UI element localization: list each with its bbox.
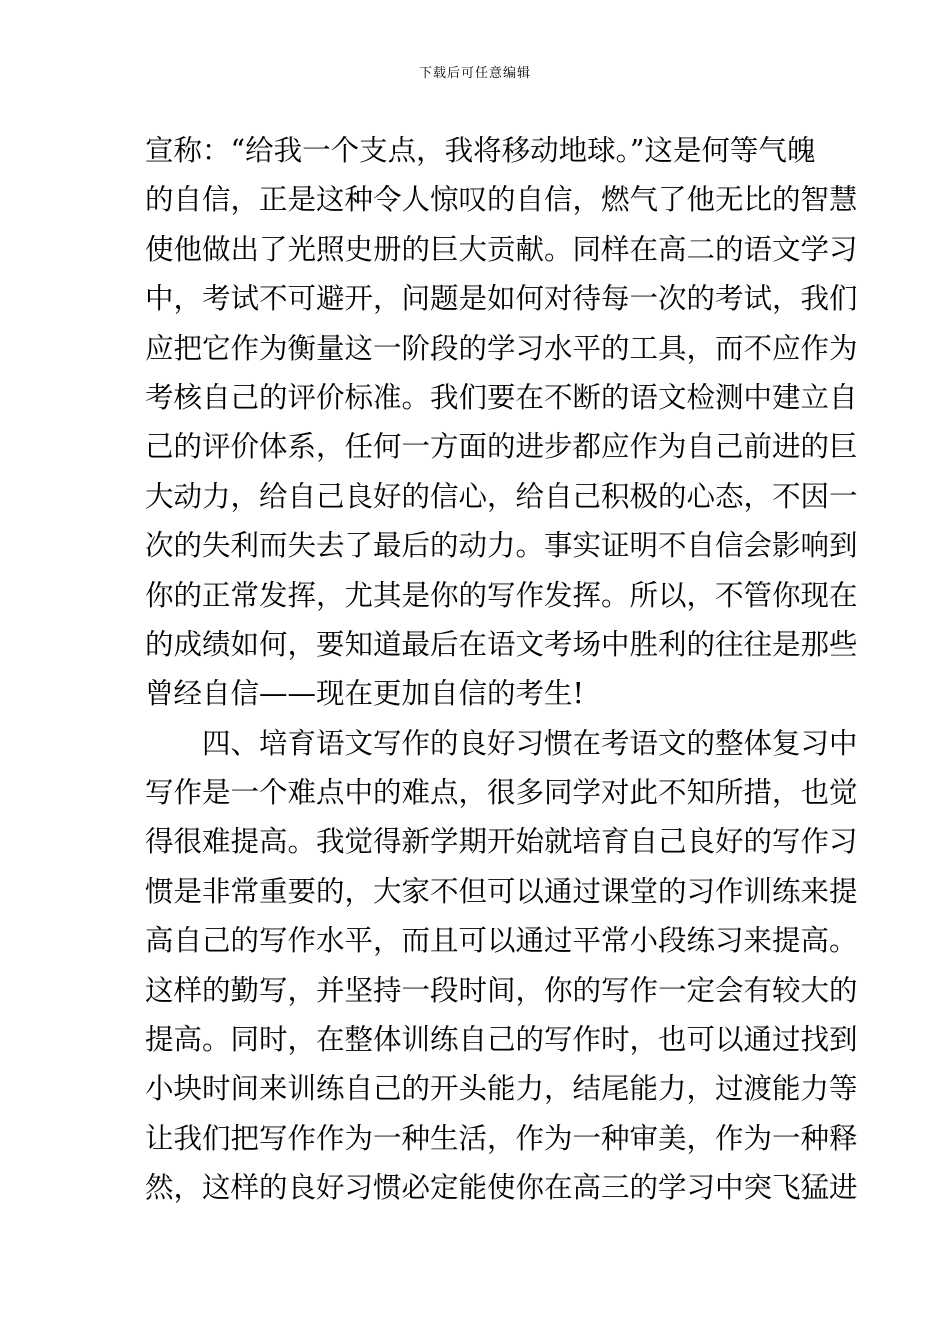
- paragraph-line: 这样的勤写，并坚持一段时间，你的写作一定会有较大的: [145, 973, 858, 1007]
- paragraph-line: 的成绩如何，要知道最后在语文考场中胜利的往往是那些: [145, 627, 858, 661]
- paragraph-line: 提高。同时，在整体训练自己的写作时，也可以通过找到: [145, 1023, 858, 1057]
- paragraph-line: 考核自己的评价标准。我们要在不断的语文检测中建立自: [145, 380, 858, 414]
- paragraph-line: 次的失利而失去了最后的动力。事实证明不自信会影响到: [145, 529, 858, 563]
- paragraph-line: 小块时间来训练自己的开头能力，结尾能力，过渡能力等: [145, 1072, 858, 1106]
- page-header: 下载后可任意编辑: [418, 66, 531, 81]
- paragraph-line: 己的评价体系，任何一方面的进步都应作为自己前进的巨: [145, 430, 858, 464]
- paragraph-line: 写作是一个难点中的难点，很多同学对此不知所措，也觉: [145, 776, 858, 810]
- paragraph-line: 使他做出了光照史册的巨大贡献。同样在高二的语文学习: [145, 232, 858, 266]
- paragraph-line: 惯是非常重要的，大家不但可以通过课堂的习作训练来提: [145, 874, 858, 908]
- section-heading-line: 四、培育语文写作的良好习惯在考语文的整体复习中: [202, 726, 858, 760]
- paragraph-line: 的自信，正是这种令人惊叹的自信，燃气了他无比的智慧: [145, 183, 858, 217]
- document-body: [145, 126, 858, 1213]
- paragraph-line: 然，这样的良好习惯必定能使你在高三的学习中突飞猛进: [145, 1171, 858, 1205]
- paragraph-line: 应把它作为衡量这一阶段的学习水平的工具，而不应作为: [145, 331, 858, 365]
- paragraph-line: 得很难提高。我觉得新学期开始就培育自己良好的写作习: [145, 825, 858, 859]
- paragraph-line: 高自己的写作水平，而且可以通过平常小段练习来提高。: [145, 924, 858, 958]
- paragraph-line: 你的正常发挥，尤其是你的写作发挥。所以，不管你现在: [145, 578, 858, 612]
- paragraph-line: 曾经自信——现在更加自信的考生!: [145, 677, 584, 711]
- paragraph-line: 宣称：“给我一个支点，我将移动地球。”这是何等气魄: [145, 134, 816, 167]
- paragraph-line: 大动力，给自己良好的信心，给自己积极的心态，不因一: [145, 479, 858, 513]
- paragraph-line: 中，考试不可避开，问题是如何对待每一次的考试，我们: [145, 282, 858, 316]
- paragraph-line: 让我们把写作作为一种生活，作为一种审美，作为一种释: [145, 1121, 858, 1155]
